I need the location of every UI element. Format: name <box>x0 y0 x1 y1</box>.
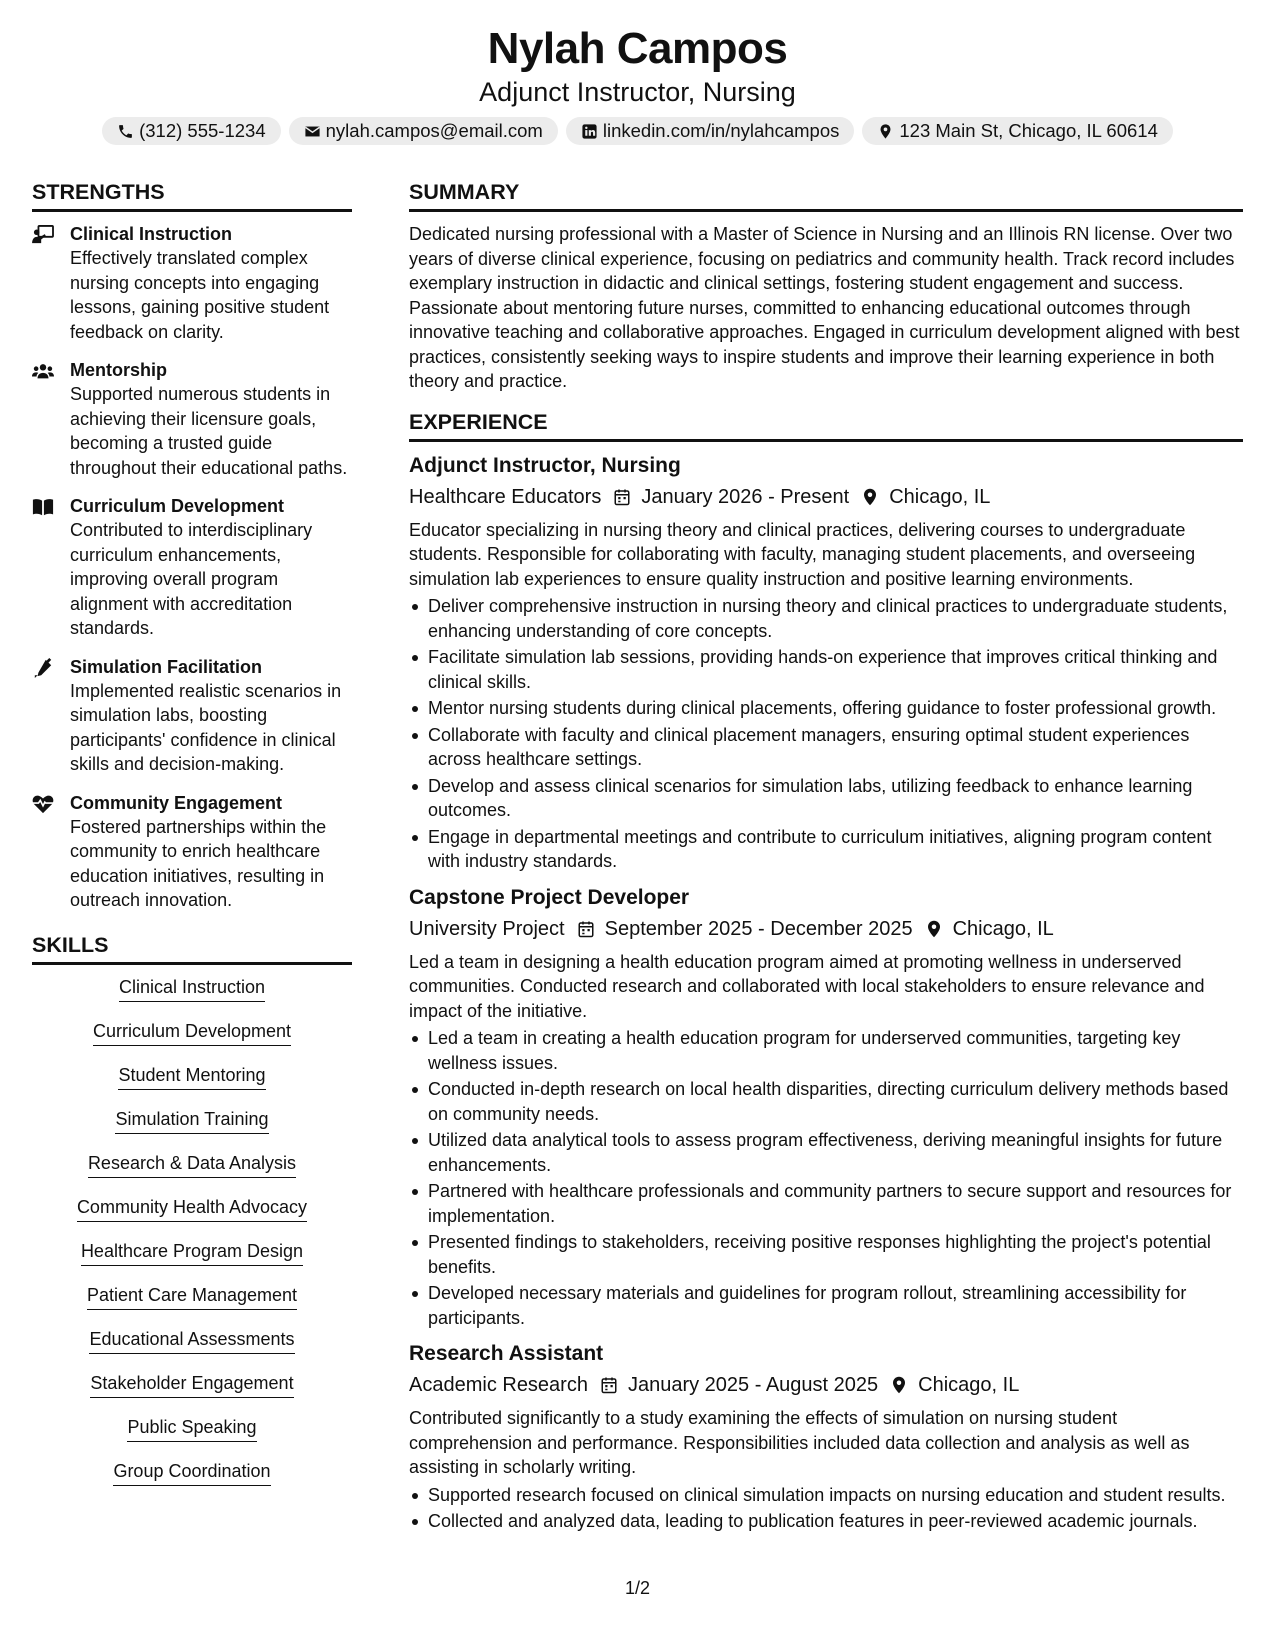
address-chip <box>862 117 1173 145</box>
calendar-icon <box>613 488 631 506</box>
summary-text: Dedicated nursing professional with a Master of Science in Nursing and an Illinois RN license. Over two years of diverse clinical experience, focusing on pediatrics and community health. Track record includes exemplary instruction in didactic and clinical settings, fostering student engagement and success. Passionate about mentoring future nurses, committed to enhancing educational outcomes through innovative teaching and collaborative approaches. Engaged in curriculum development aligned with best practices, consistently seeking ways to inspire students and improve their learning experience in both theory and practice. <box>409 224 1240 391</box>
phone-chip <box>102 117 281 145</box>
job-company: Academic Research <box>409 1374 588 1396</box>
job-meta <box>409 915 1243 943</box>
job-entry <box>409 452 1243 874</box>
linkedin-icon <box>581 123 598 140</box>
strength-title: Community Engagement <box>70 792 283 813</box>
right-column <box>409 178 1243 1544</box>
job-dates: January 2026 - Present <box>641 485 850 508</box>
bullet-item: Utilized data analytical tools to assess program effectiveness, deriving meaningful insights for future enhancements. <box>409 1128 1243 1177</box>
teacher-icon <box>32 225 54 245</box>
job-entry <box>409 1340 1243 1534</box>
job-company: University Project <box>409 917 565 940</box>
bullet-item: Presented findings to stakeholders, receiving positive responses highlighting the project's potential benefits. <box>409 1230 1243 1279</box>
map-pin-icon <box>861 488 879 506</box>
summary-section <box>409 178 1243 394</box>
job-meta <box>409 1371 1243 1399</box>
job-dates: January 2025 - August 2025 <box>627 1374 879 1396</box>
map-pin-icon <box>925 920 943 938</box>
strength-desc: Implemented realistic scenarios in simulation labs, boosting participants' confidence in clinical skills and decision-making. <box>70 680 342 774</box>
bullet-item: Deliver comprehensive instruction in nursing theory and clinical practices to undergraduate students, enhancing understanding of core concepts. <box>409 594 1243 643</box>
candidate-name: Nylah Campos <box>487 24 788 73</box>
skills-section <box>32 931 352 1503</box>
users-icon <box>32 361 54 381</box>
bullet-item: Led a team in creating a health education program for underserved communities, targeting key wellness issues. <box>409 1026 1243 1075</box>
calendar-icon <box>577 920 595 938</box>
calendar-icon <box>600 1376 618 1394</box>
job-location: Chicago, IL <box>952 917 1054 940</box>
strengths-heading: STRENGTHS <box>32 178 352 212</box>
job-description: Contributed significantly to a study examining the effects of simulation on nursing student comprehension and performance. Responsibilities included data collection and analysis as well as assisting in scholarly writing. <box>409 1408 1190 1477</box>
job-bullets <box>409 1483 1243 1534</box>
map-pin-icon <box>877 123 894 140</box>
skill-item: Patient Care Management <box>87 1283 297 1310</box>
skill-item: Educational Assessments <box>89 1327 294 1354</box>
job-description: Educator specializing in nursing theory and clinical practices, delivering courses to undergraduate students. Responsible for collaborating with faculty, managing student placements, and overseeing simulation lab experiences to ensure quality instruction and positive learning environments. <box>409 519 1196 589</box>
address-text: 123 Main St, Chicago, IL 60614 <box>899 120 1158 141</box>
skill-item: Group Coordination <box>113 1459 270 1486</box>
strength-title: Curriculum Development <box>70 496 285 516</box>
job-dates: September 2025 - December 2025 <box>604 917 913 940</box>
skill-item: Research & Data Analysis <box>88 1151 296 1178</box>
bullet-item: Developed necessary materials and guidelines for program rollout, streamlining accessibility for participants. <box>409 1281 1243 1330</box>
bullet-item: Supported research focused on clinical simulation impacts on nursing education and student results. <box>409 1483 1243 1508</box>
strength-title: Simulation Facilitation <box>70 656 263 677</box>
skill-item: Stakeholder Engagement <box>90 1371 293 1398</box>
skills-heading: SKILLS <box>32 931 352 965</box>
left-column <box>32 178 352 1544</box>
strength-desc: Effectively translated complex nursing concepts into engaging lessons, gaining positive student feedback on clarity. <box>70 248 330 342</box>
syringe-icon <box>32 658 54 678</box>
job-company: Healthcare Educators <box>409 485 602 508</box>
envelope-icon <box>304 123 321 140</box>
email-text: nylah.campos@email.com <box>325 120 543 141</box>
skill-item: Community Health Advocacy <box>77 1195 307 1222</box>
heart-pulse-icon <box>32 794 54 814</box>
resume-body <box>32 178 1243 1544</box>
job-description: Led a team in designing a health education program aimed at promoting wellness in underserved communities. Conducted research and collaborated with local stakeholders to ensure relevance and impact of the initiative. <box>409 951 1205 1021</box>
bullet-item: Facilitate simulation lab sessions, providing hands-on experience that improves critical thinking and clinical skills. <box>409 645 1243 694</box>
skill-item: Clinical Instruction <box>119 975 265 1002</box>
strength-item <box>32 222 352 344</box>
linkedin-text: linkedin.com/in/nylahcampos <box>602 120 840 141</box>
skill-item: Public Speaking <box>127 1415 256 1442</box>
skill-item: Student Mentoring <box>118 1063 265 1090</box>
strength-item <box>32 791 352 913</box>
strength-title: Mentorship <box>70 360 167 380</box>
map-pin-icon <box>890 1376 908 1394</box>
job-title: Research Assistant <box>409 1342 604 1365</box>
phone-text: (312) 555-1234 <box>139 120 266 141</box>
bullet-item: Conducted in-depth research on local health disparities, directing curriculum delivery methods based on community needs. <box>409 1077 1243 1126</box>
phone-icon <box>117 123 134 140</box>
job-bullets <box>409 594 1243 874</box>
bullet-item: Collected and analyzed data, leading to publication features in peer-reviewed academic journals. <box>409 1509 1243 1534</box>
page-number: 1/2 <box>624 1578 651 1598</box>
bullet-item: Mentor nursing students during clinical placements, offering guidance to foster professional growth. <box>409 696 1243 721</box>
experience-section <box>409 408 1243 1534</box>
strength-item <box>32 655 352 777</box>
strength-desc: Supported numerous students in achieving their licensure goals, becoming a trusted guide throughout their educational paths. <box>70 384 348 478</box>
experience-heading: EXPERIENCE <box>409 408 1243 442</box>
bullet-item: Collaborate with faculty and clinical placement managers, ensuring optimal student experiences across healthcare settings. <box>409 723 1243 772</box>
skill-item: Simulation Training <box>115 1107 268 1134</box>
email-chip[interactable] <box>289 117 558 145</box>
book-icon <box>32 497 54 517</box>
job-location: Chicago, IL <box>889 485 991 508</box>
contact-bar <box>0 117 1275 145</box>
candidate-title: Adjunct Instructor, Nursing <box>479 77 796 107</box>
bullet-item: Partnered with healthcare professionals and community partners to secure support and resources for implementation. <box>409 1179 1243 1228</box>
job-title: Adjunct Instructor, Nursing <box>409 453 681 477</box>
job-location: Chicago, IL <box>918 1374 1020 1396</box>
strength-title: Clinical Instruction <box>70 224 233 244</box>
job-bullets <box>409 1026 1243 1330</box>
strength-desc: Fostered partnerships within the community to enrich healthcare education initiatives, resulting in outreach innovation. <box>70 816 327 910</box>
strengths-section <box>32 178 352 913</box>
job-entry <box>409 884 1243 1331</box>
skills-list <box>32 975 352 1503</box>
strength-desc: Contributed to interdisciplinary curriculum enhancements, improving overall program alignment with accreditation standards. <box>70 520 313 638</box>
resume-header <box>0 0 1275 145</box>
bullet-item: Engage in departmental meetings and contribute to curriculum initiatives, aligning program content with industry standards. <box>409 825 1243 874</box>
linkedin-chip[interactable] <box>566 117 855 145</box>
skill-item: Healthcare Program Design <box>81 1239 303 1266</box>
job-title: Capstone Project Developer <box>409 885 690 909</box>
job-meta <box>409 483 1243 511</box>
summary-heading: SUMMARY <box>409 178 1243 212</box>
strength-item <box>32 494 352 641</box>
skill-item: Curriculum Development <box>93 1019 291 1046</box>
bullet-item: Develop and assess clinical scenarios for simulation labs, utilizing feedback to enhance learning outcomes. <box>409 774 1243 823</box>
strength-item <box>32 358 352 480</box>
